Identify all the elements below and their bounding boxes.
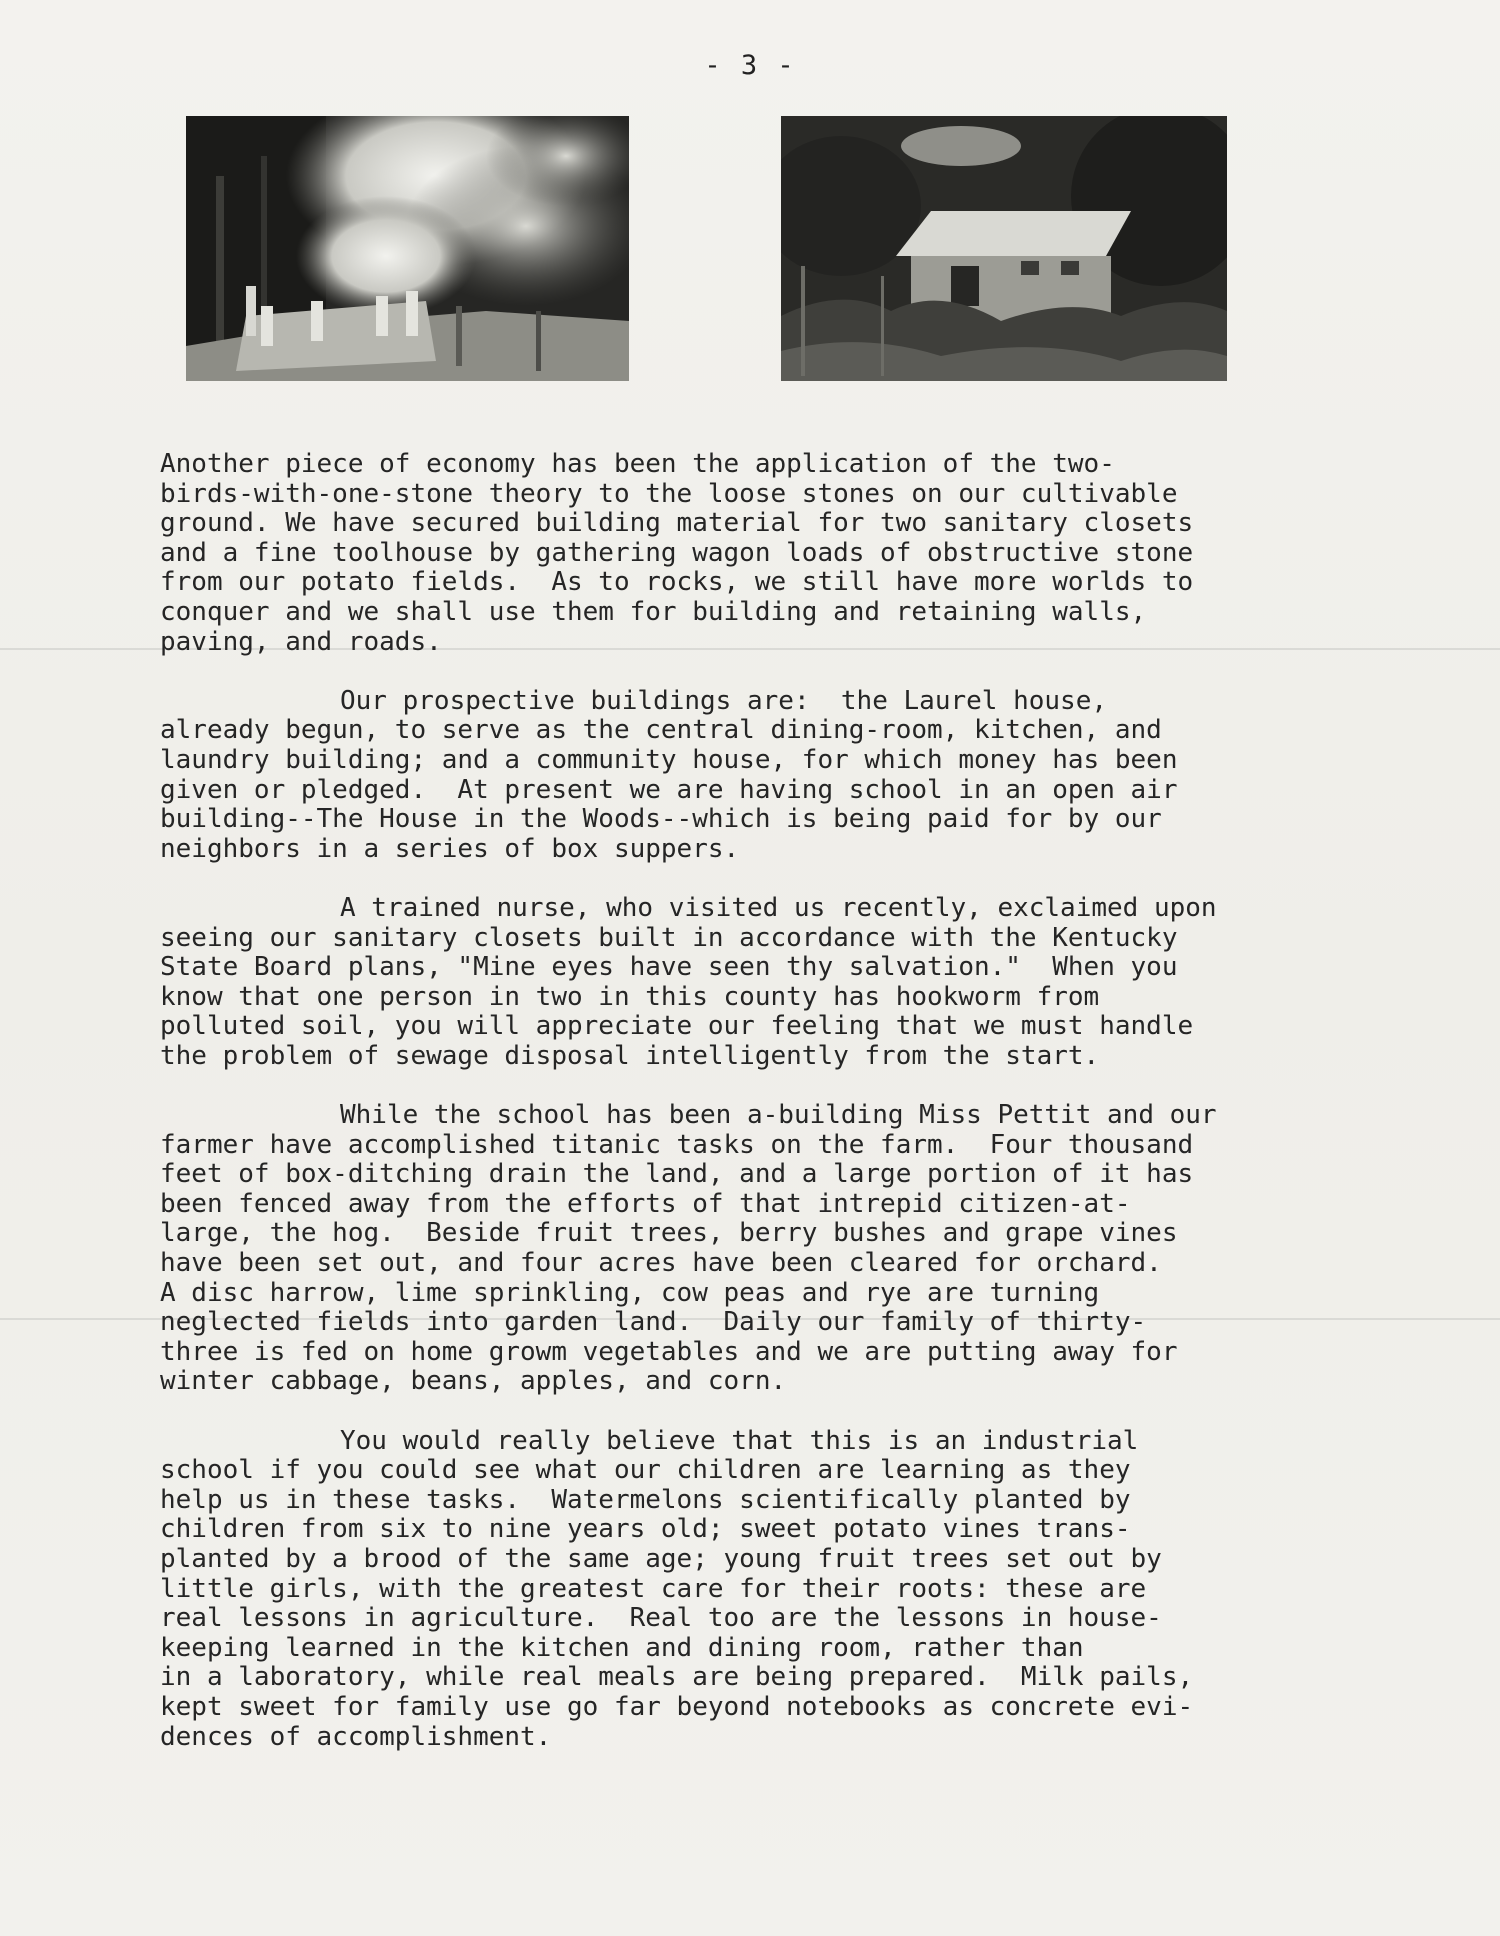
text-line: the problem of sewage disposal intelligently from the start. (160, 1040, 1100, 1071)
text-line: large, the hog. Beside fruit trees, berry bushes and grape vines (160, 1218, 1178, 1249)
text-line: neglected fields into garden land. Daily our family of thirty- (160, 1307, 1147, 1338)
text-line: and a fine toolhouse by gathering wagon loads of obstructive stone (160, 537, 1194, 568)
text-line: have been set out, and four acres have been cleared for orchard. (160, 1248, 1162, 1279)
text-line: A disc harrow, lime sprinkling, cow peas and rye are turning (160, 1277, 1100, 1308)
text-line: ground. We have secured building material for two sanitary closets (160, 508, 1194, 539)
text-line: feet of box-ditching drain the land, and a large portion of it has (160, 1159, 1194, 1190)
text-line: While the school has been a-building Miss Pettit and our (340, 1100, 1217, 1131)
text-line: in a laboratory, while real meals are being prepared. Milk pails, (160, 1662, 1194, 1693)
paragraph (160, 687, 1370, 865)
text-line: neighbors in a series of box suppers. (160, 833, 740, 864)
text-line: keeping learned in the kitchen and dining room, rather than (160, 1632, 1084, 1663)
smoke-clearing-photo (186, 116, 629, 381)
text-line: seeing our sanitary closets built in accordance with the Kentucky (160, 922, 1178, 953)
text-line: help us in these tasks. Watermelons scientifically planted by (160, 1484, 1131, 1515)
letter-body (160, 450, 1370, 1782)
text-line: already begun, to serve as the central dining-room, kitchen, and (160, 715, 1162, 746)
stone-toolhouse-photo (781, 116, 1227, 381)
paragraph (160, 894, 1370, 1072)
text-line: from our potato fields. As to rocks, we still have more worlds to (160, 567, 1194, 598)
text-line: polluted soil, you will appreciate our feeling that we must handle (160, 1011, 1194, 1042)
text-line: Another piece of economy has been the application of the two- (160, 449, 1115, 479)
text-line: conquer and we shall use them for building and retaining walls, (160, 596, 1147, 627)
text-line: school if you could see what our children are learning as they (160, 1455, 1131, 1486)
text-line: laundry building; and a community house, for which money has been (160, 744, 1178, 775)
text-line: little girls, with the greatest care for their roots: these are (160, 1573, 1147, 1604)
paragraph (160, 450, 1370, 657)
text-line: dences of accomplishment. (160, 1721, 552, 1752)
page-number: - 3 - (704, 50, 796, 81)
text-line: been fenced away from the efforts of that intrepid citizen-at- (160, 1188, 1131, 1219)
text-line: Our prospective buildings are: the Laurel house, (340, 685, 1108, 716)
text-line: farmer have accomplished titanic tasks on the farm. Four thousand (160, 1129, 1194, 1160)
text-line: building--The House in the Woods--which is being paid for by our (160, 804, 1162, 835)
text-line: paving, and roads. (160, 626, 442, 657)
text-line: real lessons in agriculture. Real too are the lessons in house- (160, 1603, 1162, 1634)
text-line: know that one person in two in this county has hookworm from (160, 981, 1100, 1012)
text-line: A trained nurse, who visited us recently, exclaimed upon (340, 892, 1217, 923)
text-line: children from six to nine years old; sweet potato vines trans- (160, 1514, 1131, 1545)
text-line: State Board plans, "Mine eyes have seen thy salvation." When you (160, 952, 1178, 983)
text-line: three is fed on home growm vegetables and we are putting away for (160, 1336, 1178, 1367)
text-line: kept sweet for family use go far beyond notebooks as concrete evi- (160, 1691, 1194, 1722)
text-line: birds-with-one-stone theory to the loose stones on our cultivable (160, 478, 1178, 509)
paragraph (160, 1101, 1370, 1397)
text-line: given or pledged. At present we are having school in an open air (160, 774, 1178, 805)
paragraph (160, 1427, 1370, 1753)
text-line: winter cabbage, beans, apples, and corn. (160, 1366, 787, 1397)
text-line: You would really believe that this is an industrial (340, 1425, 1139, 1456)
text-line: planted by a brood of the same age; young fruit trees set out by (160, 1543, 1162, 1574)
